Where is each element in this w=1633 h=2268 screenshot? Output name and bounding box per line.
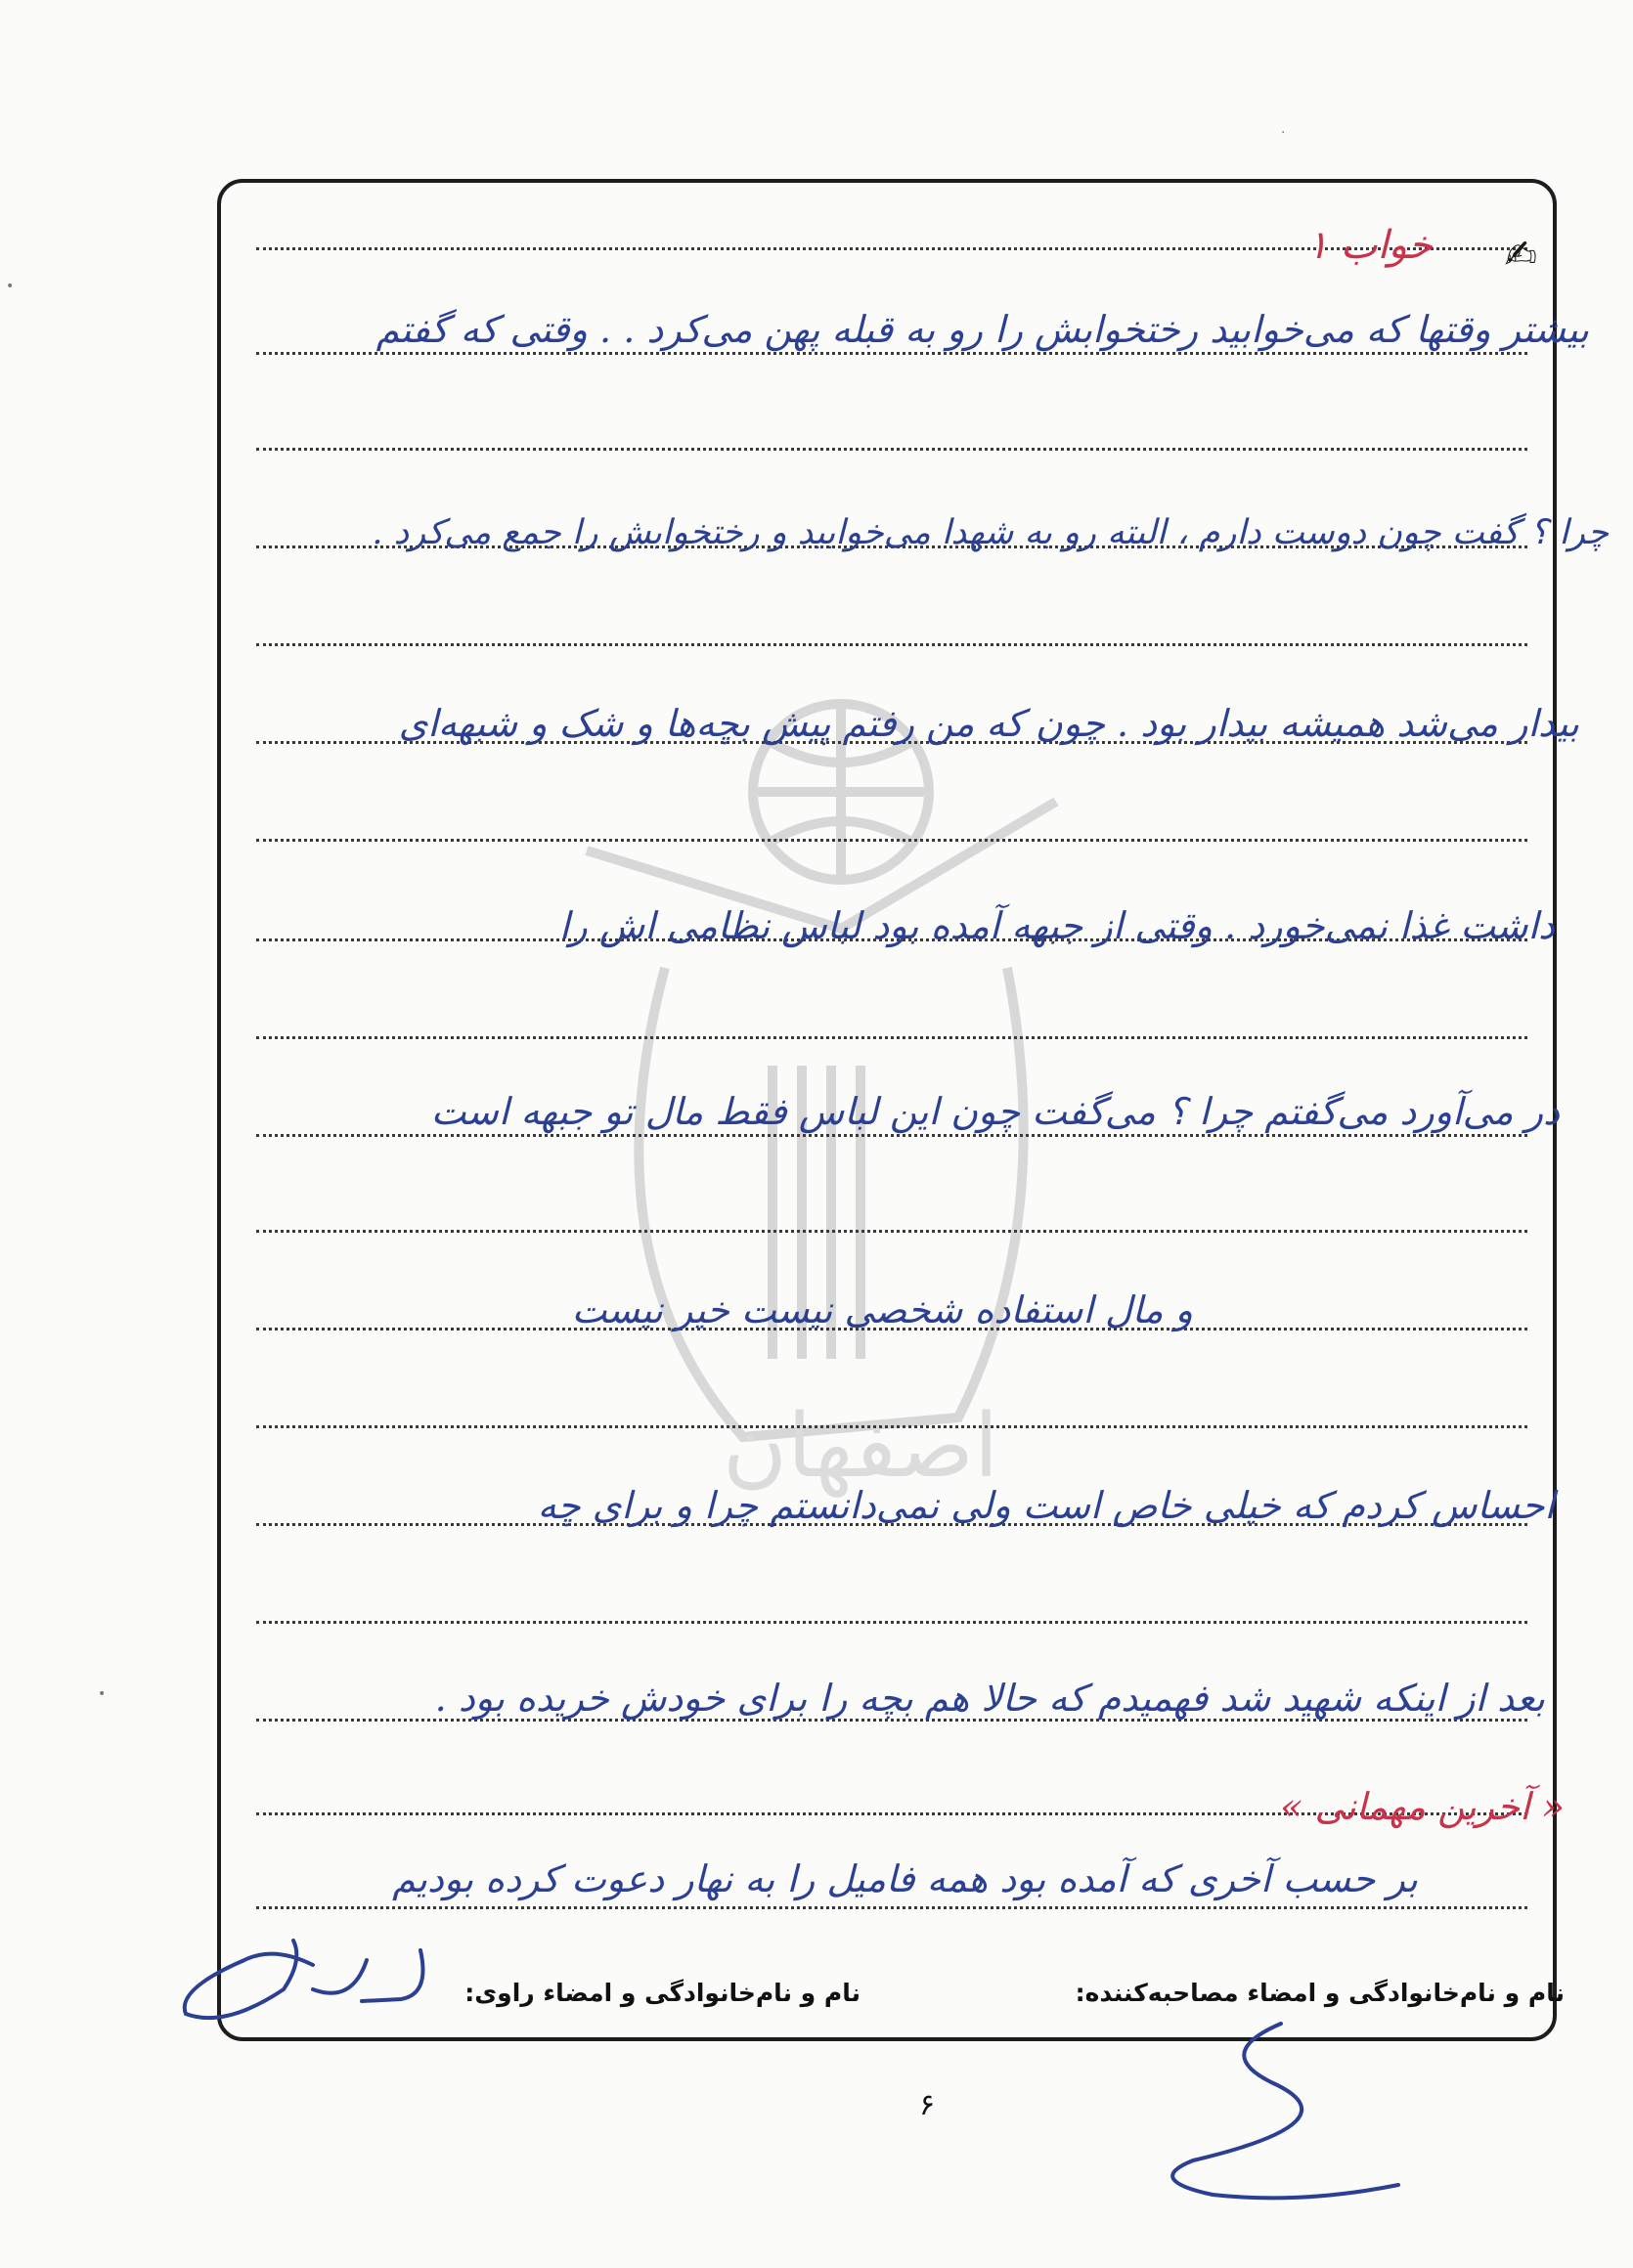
handwritten-line: و مال استفاده شخصی نیست خیر نیست	[571, 1288, 1193, 1331]
section-title: « آخرین مهمانی »	[1280, 1785, 1565, 1828]
handwritten-line: بیشتر وقتها که می‌خوابید رختخوابش را رو به قبله پهن می‌کرد . . وقتی که گفتم	[375, 308, 1589, 351]
handwritten-line: چرا ؟ گفت چون دوست دارم ، البته رو به شهدا می‌خوابید و رختخوابش را جمع می‌کرد .	[372, 513, 1609, 552]
handwritten-line: احساس کردم که خیلی خاص است ولی نمی‌دانستم چرا و برای چه	[537, 1484, 1555, 1527]
interviewer-label: نام و نام‌خانوادگی و امضاء مصاحبه‌کننده:	[1075, 1979, 1565, 2007]
handwritten-line: در می‌آورد می‌گفتم چرا ؟ می‌گفت چون این لباس فقط مال تو جبهه است	[430, 1090, 1560, 1133]
heading: خواب ۱	[1306, 223, 1433, 268]
ruled-line	[256, 1906, 1527, 1909]
scan-speck: •	[6, 279, 15, 294]
narrator-label: نام و نام‌خانوادگی و امضاء راوی:	[464, 1979, 861, 2007]
interviewer-signature	[1154, 2014, 1408, 2248]
ruled-line	[256, 1230, 1527, 1233]
ruled-line	[256, 1425, 1527, 1428]
ruled-line	[256, 1036, 1527, 1039]
ruled-line	[256, 1134, 1527, 1137]
ruled-line	[256, 352, 1527, 355]
handwritten-line: بیدار می‌شد همیشه بیدار بود . چون که من رفتم پیش بچه‌ها و شک و شبهه‌ای	[398, 702, 1579, 745]
ruled-line	[256, 448, 1527, 451]
scan-speck: •	[98, 1686, 107, 1702]
page-number: ۶	[918, 2088, 936, 2122]
ruled-line	[256, 839, 1527, 842]
ruled-line	[256, 643, 1527, 646]
ruled-line	[256, 1621, 1527, 1624]
handwritten-line: داشت غذا نمی‌خورد . وقتی از جبهه آمده بود لباس نظامی اش را	[558, 904, 1555, 947]
handwritten-line: بر حسب آخری که آمده بود همه فامیل را به نهار دعوت کرده بودیم	[392, 1857, 1418, 1900]
scan-speck: ·	[1281, 125, 1286, 141]
pen-icon: ✍	[1504, 233, 1537, 278]
svg-text:اصفهان: اصفهان	[723, 1395, 998, 1498]
handwritten-line: بعد از اینکه شهید شد فهمیدم که حالا هم بچه را برای خودش خریده بود .	[434, 1677, 1545, 1720]
narrator-signature	[166, 1921, 440, 2028]
